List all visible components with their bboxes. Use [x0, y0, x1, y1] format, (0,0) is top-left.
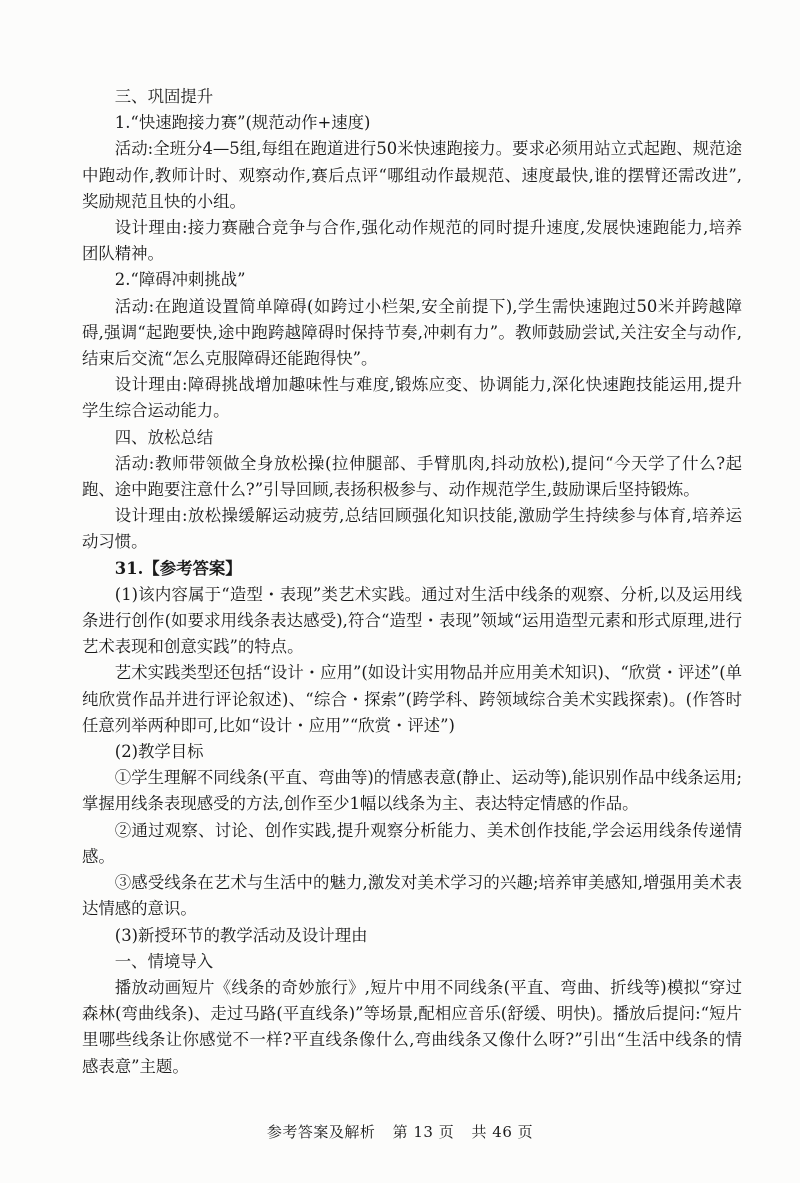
paragraph-relax-reason: 设计理由:放松操缓解运动疲劳,总结回顾强化知识技能,激励学生持续参与体育,培养运动习惯。: [82, 506, 742, 552]
paragraph-relax-activity: 活动:教师带领做全身放松操(拉伸腿部、手臂肌肉,抖动放松),提问“今天学了什么?起跑、途中跑要注意什么?”引导回顾,表扬积极参与、动作规范学生,鼓励课后坚持锻炼。: [82, 453, 742, 500]
answer-heading-31: 31.【参考答案】: [114, 558, 242, 578]
page-footer: [0, 1121, 800, 1142]
paragraph-goal-3: ③感受线条在艺术与生活中的魅力,激发对美术学习的兴趣;培养审美感知,增强用美术表达情感的意识。: [82, 873, 742, 919]
activity-heading-obstacle: 2.“障碍冲刺挑战”: [114, 270, 246, 290]
activity-heading-relay: 1.“快速跑接力赛”(规范动作+速度): [114, 113, 371, 133]
heading-scenario-intro: 一、情境导入: [114, 951, 214, 971]
paragraph-goal-2: ②通过观察、讨论、创作实践,提升观察分析能力、美术创作技能,学会运用线条传递情感。: [82, 820, 742, 866]
page-content: [82, 84, 742, 1080]
heading-new-lesson: (3)新授环节的教学活动及设计理由: [114, 925, 368, 945]
paragraph-practice-types: 艺术实践类型还包括“设计・应用”(如设计实用物品并应用美术知识)、“欣赏・评述”(单纯欣赏作品并进行评论叙述)、“综合・探索”(跨学科、跨领域综合美术实践探索)。(作答时任意列举两种即可,比如“设计・应用”“欣赏・评述”): [82, 663, 742, 735]
paragraph-goal-1: ①学生理解不同线条(平直、弯曲等)的情感表意(静止、运动等),能识别作品中线条运用;掌握用线条表现感受的方法,创作至少1幅以线条为主、表达特定情感的作品。: [82, 768, 742, 814]
section-heading-relax: 四、放松总结: [114, 427, 214, 447]
paragraph-relay-reason: 设计理由:接力赛融合竞争与合作,强化动作规范的同时提升速度,发展快速跑能力,培养团队精神。: [82, 218, 742, 264]
footer-doc-title: 参考答案及解析: [266, 1123, 376, 1141]
paragraph-scenario-intro: 播放动画短片《线条的奇妙旅行》,短片中用不同线条(平直、弯曲、折线等)模拟“穿过森林(弯曲线条)、走过马路(平直线条)”等场景,配相应音乐(舒缓、明快)。播放后提问:“短片里哪些线条让你感觉不一样?平直线条像什么,弯曲线条又像什么呀?”引出“生活中线条的情感表意”主题。: [82, 977, 742, 1076]
paragraph-relay-activity: 活动:全班分4—5组,每组在跑道进行50米快速跑接力。要求必须用站立式起跑、规范途中跑动作,教师计时、观察动作,赛后点评“哪组动作最规范、速度最快,谁的摆臂还需改进”,奖励规范且快的小组。: [82, 139, 742, 211]
footer-page-number: 第 13 页: [392, 1123, 455, 1141]
paragraph-obstacle-activity: 活动:在跑道设置简单障碍(如跨过小栏架,安全前提下),学生需快速跑过50米并跨越障碍,强调“起跑要快,途中跑跨越障碍时保持节奏,冲刺有力”。教师鼓励尝试,关注安全与动作,结束后交流“怎么克服障碍还能跑得快”。: [82, 296, 742, 369]
section-heading-consolidate: 三、巩固提升: [114, 87, 214, 106]
heading-teaching-goals: (2)教学目标: [114, 742, 204, 762]
footer-total-pages: 共 46 页: [471, 1123, 534, 1141]
paragraph-answer-1: (1)该内容属于“造型・表现”类艺术实践。通过对生活中线条的观察、分析,以及运用线条进行创作(如要求用线条表达感受),符合“造型・表现”领域“运用造型元素和形式原理,进行艺术表现和创意实践”的特点。: [82, 584, 742, 657]
paragraph-obstacle-reason: 设计理由:障碍挑战增加趣味性与难度,锻炼应变、协调能力,深化快速跑技能运用,提升学生综合运动能力。: [82, 375, 742, 421]
